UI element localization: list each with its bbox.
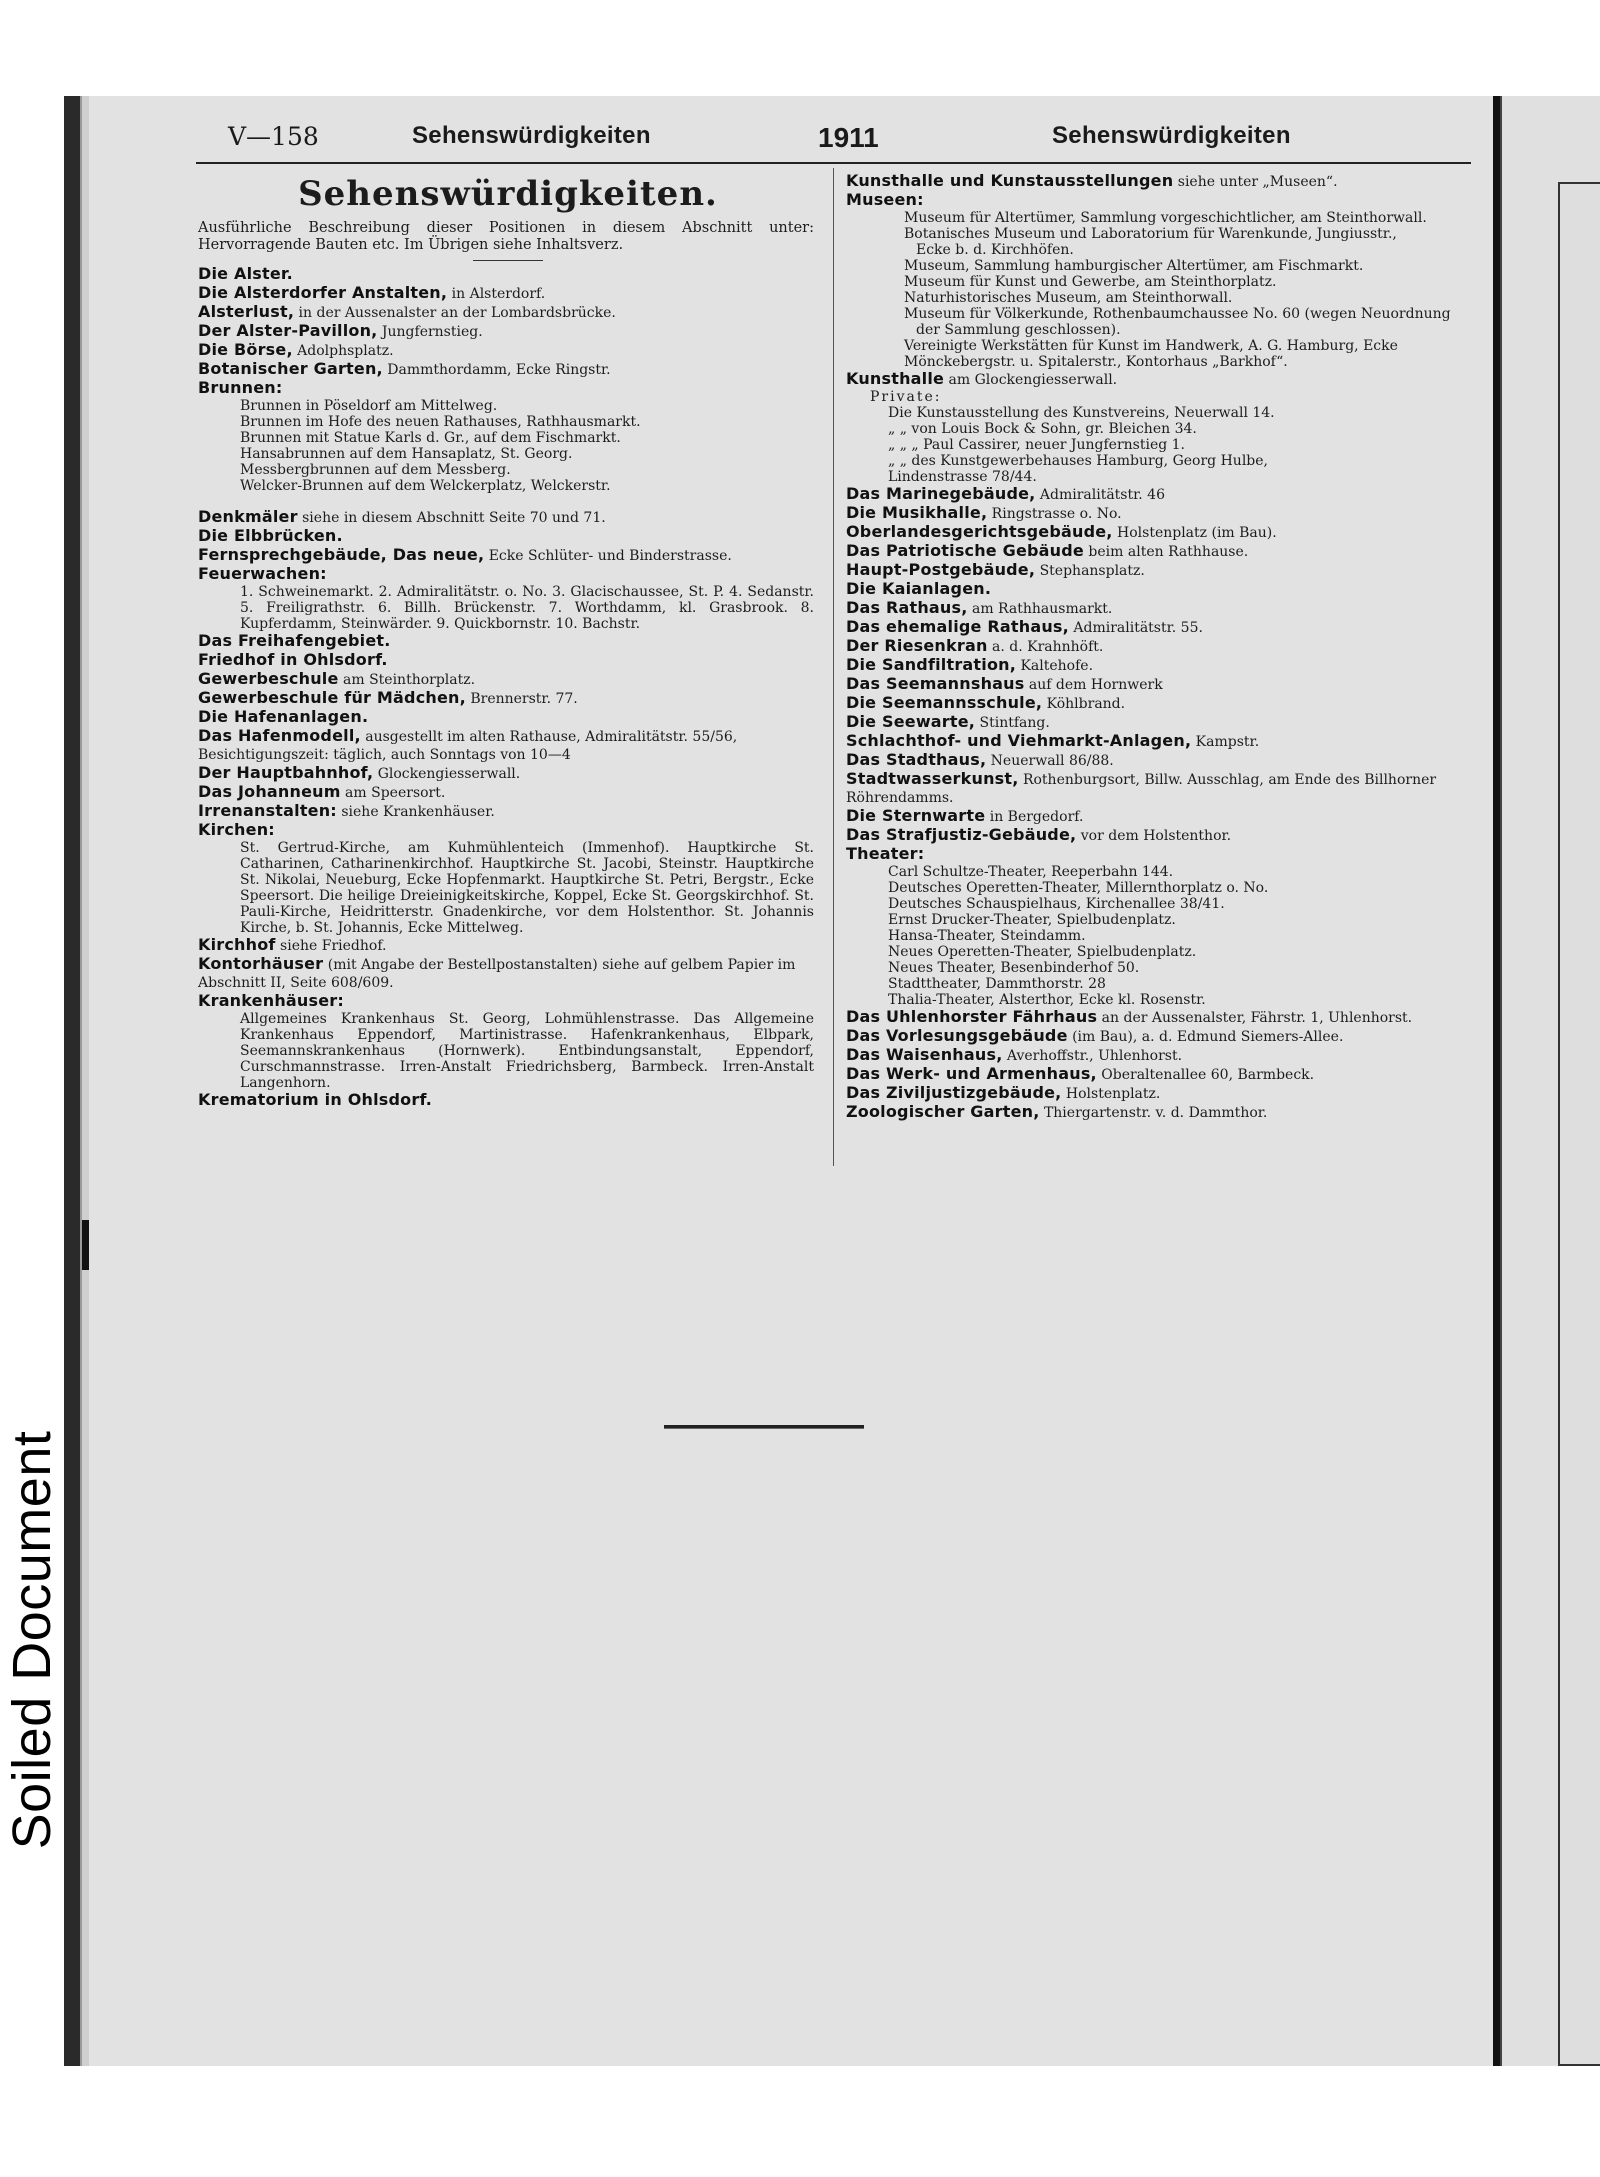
entry-detail: Stephansplatz.	[1035, 563, 1145, 579]
entry-heading: Botanischer Garten,	[198, 359, 383, 378]
entry-detail: Ecke Schlüter- und Binderstrasse.	[484, 548, 732, 564]
museen-list	[846, 210, 1472, 370]
sub-item: Die Kunstausstellung des Kunstvereins, Neuerwall 14.	[888, 405, 1275, 421]
directory-entry	[198, 651, 818, 670]
entry-list	[198, 936, 818, 1011]
entry-detail: beim alten Rathhause.	[1083, 544, 1249, 560]
entry-detail: Glockengiesserwall.	[373, 766, 521, 782]
entry-heading: Die Musikhalle,	[846, 503, 988, 522]
entry-detail: Oberaltenallee 60, Barmbeck.	[1096, 1067, 1315, 1083]
sub-item: Deutsches Schauspielhaus, Kirchenallee 38/41.	[888, 896, 1225, 912]
entry-list	[846, 370, 1472, 389]
entry-heading: Das Ziviljustizgebäude,	[846, 1083, 1062, 1102]
directory-entry	[198, 303, 818, 322]
directory-entry	[198, 379, 818, 398]
feuerwachen-list: 1. Schweinemarkt. 2. Admiralitätstr. o. No. 3. Glacischaussee, St. P. 4. Sedanstr. 5. Freiligrathstr. 6. Billh. Brückenstr. 7. Worthdamm, kl. Grasbrook. 8. Kupferdamm, Steinwärder. 9. Quickbornstr. 10. Bachstr.	[240, 584, 814, 632]
entry-detail: Rothenburgsort, Billw. Ausschlag, am Ende des Billhorner Röhrendamms.	[846, 772, 1437, 806]
directory-entry	[198, 821, 818, 840]
entry-heading: Krankenhäuser:	[198, 991, 344, 1010]
museum-item: Ecke b. d. Kirchhöfen.	[916, 242, 1074, 258]
directory-entry	[846, 1027, 1472, 1046]
entry-detail: Holstenplatz (im Bau).	[1112, 525, 1277, 541]
entry-heading: Das Seemannshaus	[846, 674, 1025, 693]
entry-heading: Der Alster-Pavillon,	[198, 321, 378, 340]
page-edge	[1493, 96, 1500, 2066]
entry-heading: Kunsthalle und Kunstausstellungen	[846, 171, 1174, 190]
directory-entry	[846, 656, 1472, 675]
entry-heading: Friedhof in Ohlsdorf.	[198, 650, 388, 669]
entry-detail: Thiergartenstr. v. d. Dammthor.	[1039, 1105, 1268, 1121]
entry-heading: Die Kaianlagen.	[846, 579, 992, 598]
directory-entry	[846, 485, 1472, 504]
private-list	[846, 405, 1472, 485]
entry-detail: am Steinthorplatz.	[338, 672, 476, 688]
entry-heading: Das Werk- und Armenhaus,	[846, 1064, 1097, 1083]
left-column	[198, 172, 818, 1110]
entry-heading: Die Seewarte,	[846, 712, 976, 731]
private-label: Private:	[870, 389, 942, 405]
directory-entry	[198, 689, 818, 708]
entry-detail: Köhlbrand.	[1042, 696, 1126, 712]
entry-heading: Kunsthalle	[846, 369, 945, 388]
directory-entry	[198, 936, 818, 955]
directory-entry	[198, 546, 818, 565]
directory-entry	[198, 992, 818, 1011]
sub-item: Brunnen mit Statue Karls d. Gr., auf dem Fischmarkt.	[240, 430, 621, 446]
directory-entry	[846, 191, 1472, 210]
intro-note: Ausführliche Beschreibung dieser Positionen in diesem Abschnitt unter: Hervorragende Bauten etc. Im Übrigen siehe Inhaltsverz.	[198, 220, 814, 253]
entry-detail: siehe in diesem Abschnitt Seite 70 und 71.	[297, 510, 606, 526]
running-head-right: Sehenswürdigkeiten	[1052, 122, 1291, 149]
stamp-text: Soiled Document	[2, 1430, 62, 1850]
entry-heading: Kontorhäuser	[198, 954, 324, 973]
entry-heading: Kirchhof	[198, 935, 276, 954]
sub-item: Neues Theater, Besenbinderhof 50.	[888, 960, 1140, 976]
directory-entry	[198, 341, 818, 360]
end-of-section-rule	[664, 1425, 864, 1429]
directory-entry	[198, 632, 818, 651]
entry-detail: a. d. Krahnhöft.	[987, 639, 1104, 655]
entry-heading: Gewerbeschule für Mädchen,	[198, 688, 466, 707]
sub-item: Deutsches Operetten-Theater, Millernthorplatz o. No.	[888, 880, 1269, 896]
soiled-document-stamp	[0, 1375, 64, 1905]
directory-entry	[846, 542, 1472, 561]
entry-heading: Das Johanneum	[198, 782, 341, 801]
museum-item: der Sammlung geschlossen).	[916, 322, 1121, 338]
entry-heading: Brunnen:	[198, 378, 283, 397]
entry-heading: Das Uhlenhorster Fährhaus	[846, 1007, 1098, 1026]
entry-heading: Die Alster.	[198, 264, 293, 283]
directory-entry	[198, 764, 818, 783]
entry-heading: Die Hafenanlagen.	[198, 707, 369, 726]
directory-entry	[846, 1065, 1472, 1084]
sub-item: Welcker-Brunnen auf dem Welckerplatz, Welckerstr.	[240, 478, 611, 494]
running-head-year: 1911	[818, 122, 879, 153]
entry-detail: am Glockengiesserwall.	[944, 372, 1118, 388]
entry-heading: Das Rathaus,	[846, 598, 968, 617]
entry-detail: Brennerstr. 77.	[465, 691, 578, 707]
entry-heading: Kirchen:	[198, 820, 275, 839]
entry-detail: Stintfang.	[975, 715, 1050, 731]
entry-heading: Die Alsterdorfer Anstalten,	[198, 283, 448, 302]
kirchen-list: St. Gertrud-Kirche, am Kuhmühlenteich (Immenhof). Hauptkirche St. Catharinen, Catharinenkirchhof. Hauptkirche St. Jacobi, Steinstr. Hauptkirche St. Nikolai, Neueburg, Ecke Hopfenmarkt. Hauptkirche St. Petri, Bergstr., Ecke Speersort. Die heilige Dreieinigkeitskirche, Koppel, Ecke St. Georgskirchhof. St. Pauli-Kirche, Heidritterstr. Gnadenkirche, vor dem Holstenthor. St. Johannis Kirche, b. St. Johannis, Ecke Mittelweg.	[240, 840, 814, 936]
header-rule	[196, 162, 1471, 164]
directory-entry	[846, 618, 1472, 637]
museum-item: Naturhistorisches Museum, am Steinthorwall.	[904, 290, 1233, 306]
entry-list	[198, 265, 818, 398]
directory-entry	[846, 807, 1472, 826]
directory-entry	[198, 955, 818, 992]
entry-detail: siehe unter „Museen“.	[1173, 174, 1338, 190]
entry-detail: Dammthordamm, Ecke Ringstr.	[382, 362, 611, 378]
directory-entry	[198, 783, 818, 802]
entry-detail: am Rathhausmarkt.	[967, 601, 1113, 617]
entry-detail: auf dem Hornwerk	[1024, 677, 1163, 693]
directory-entry	[846, 1046, 1472, 1065]
entry-detail: Averhoffstr., Uhlenhorst.	[1002, 1048, 1183, 1064]
entry-detail: Jungfernstieg.	[377, 324, 483, 340]
entry-detail: in Alsterdorf.	[447, 286, 546, 302]
entry-heading: Zoologischer Garten,	[846, 1102, 1040, 1121]
entry-detail: an der Aussenalster, Fährstr. 1, Uhlenhorst.	[1097, 1010, 1413, 1026]
entry-heading: Feuerwachen:	[198, 564, 327, 583]
entry-heading: Alsterlust,	[198, 302, 295, 321]
sub-item: „ „ des Kunstgewerbehauses Hamburg, Georg Hulbe,	[888, 453, 1268, 469]
brunnen-list	[198, 398, 818, 494]
directory-entry	[846, 826, 1472, 845]
entry-heading: Der Hauptbahnhof,	[198, 763, 374, 782]
sub-item: Lindenstrasse 78/44.	[888, 469, 1037, 485]
sub-item: „ „ „ Paul Cassirer, neuer Jungfernstieg 1.	[888, 437, 1186, 453]
directory-entry	[846, 561, 1472, 580]
right-column	[846, 172, 1472, 1122]
directory-entry	[846, 637, 1472, 656]
entry-heading: Das Stadthaus,	[846, 750, 987, 769]
entry-heading: Gewerbeschule	[198, 669, 339, 688]
entry-heading: Haupt-Postgebäude,	[846, 560, 1036, 579]
entry-heading: Denkmäler	[198, 507, 298, 526]
entry-detail: am Speersort.	[340, 785, 446, 801]
entry-detail: Neuerwall 86/88.	[986, 753, 1114, 769]
directory-entry	[198, 527, 818, 546]
section-title: Sehenswürdigkeiten.	[298, 174, 718, 214]
entry-heading: Der Riesenkran	[846, 636, 988, 655]
entry-detail: Kampstr.	[1191, 734, 1260, 750]
adjacent-page-frame	[1558, 182, 1600, 2066]
entry-heading: Die Elbbrücken.	[198, 526, 343, 545]
sub-item: Stadttheater, Dammthorstr. 28	[888, 976, 1106, 992]
entry-heading: Das ehemalige Rathaus,	[846, 617, 1069, 636]
directory-entry	[846, 713, 1472, 732]
entry-heading: Irrenanstalten:	[198, 801, 337, 820]
entry-detail: in der Aussenalster an der Lombardsbrücke.	[294, 305, 616, 321]
directory-entry	[846, 599, 1472, 618]
entry-heading: Theater:	[846, 844, 925, 863]
directory-entry	[198, 265, 818, 284]
entry-detail: vor dem Holstenthor.	[1076, 828, 1232, 844]
entry-detail: Holstenplatz.	[1061, 1086, 1161, 1102]
entry-list	[846, 485, 1472, 864]
directory-entry	[198, 708, 818, 727]
directory-entry	[198, 508, 818, 527]
directory-entry	[198, 1091, 818, 1110]
intro-rule	[473, 260, 543, 261]
entry-detail: siehe Friedhof.	[275, 938, 387, 954]
running-head-left: Sehenswürdigkeiten	[412, 122, 651, 149]
column-divider	[833, 168, 834, 1166]
directory-entry	[198, 727, 818, 764]
entry-list	[198, 1091, 818, 1110]
entry-heading: Die Sandfiltration,	[846, 655, 1017, 674]
sub-item: Hansabrunnen auf dem Hansaplatz, St. Georg.	[240, 446, 573, 462]
directory-entry	[846, 1103, 1472, 1122]
sub-item: Hansa-Theater, Steindamm.	[888, 928, 1086, 944]
entry-heading: Das Marinegebäude,	[846, 484, 1036, 503]
directory-entry	[846, 1008, 1472, 1027]
entry-list	[846, 172, 1472, 210]
entry-heading: Schlachthof- und Viehmarkt-Anlagen,	[846, 731, 1192, 750]
entry-detail: (mit Angabe der Bestellpostanstalten) siehe auf gelbem Papier im Abschnitt II, Seite 608/609.	[198, 957, 796, 991]
page-folio: V—158	[228, 122, 319, 151]
scan-border-left	[64, 96, 80, 2066]
entry-heading: Die Sternwarte	[846, 806, 986, 825]
directory-entry	[198, 565, 818, 584]
entry-heading: Die Börse,	[198, 340, 293, 359]
entry-heading: Oberlandesgerichtsgebäude,	[846, 522, 1113, 541]
entry-heading: Das Vorlesungsgebäude	[846, 1026, 1068, 1045]
entry-heading: Die Seemannsschule,	[846, 693, 1043, 712]
sub-item: Brunnen in Pöseldorf am Mittelweg.	[240, 398, 498, 414]
directory-entry	[846, 675, 1472, 694]
museum-item: Museum für Völkerkunde, Rothenbaumchaussee No. 60 (wegen Neuordnung	[904, 306, 1451, 322]
museum-item: Botanisches Museum und Laboratorium für Warenkunde, Jungiusstr.,	[904, 226, 1397, 242]
directory-entry	[846, 732, 1472, 751]
directory-entry	[198, 802, 818, 821]
sub-item: Carl Schultze-Theater, Reeperbahn 144.	[888, 864, 1174, 880]
entry-detail: (im Bau), a. d. Edmund Siemers-Allee.	[1067, 1029, 1344, 1045]
directory-entry	[198, 322, 818, 341]
entry-heading: Das Waisenhaus,	[846, 1045, 1003, 1064]
entry-list	[198, 632, 818, 840]
directory-entry	[846, 845, 1472, 864]
entry-detail: siehe Krankenhäuser.	[336, 804, 495, 820]
entry-detail: Ringstrasse o. No.	[987, 506, 1122, 522]
directory-entry	[198, 360, 818, 379]
museum-item: Museum, Sammlung hamburgischer Altertümer, am Fischmarkt.	[904, 258, 1364, 274]
theater-list	[846, 864, 1472, 1008]
entry-list	[198, 508, 818, 584]
entry-detail: Adolphsplatz.	[292, 343, 394, 359]
directory-entry	[198, 284, 818, 303]
museum-item: Vereinigte Werkstätten für Kunst im Handwerk, A. G. Hamburg, Ecke	[904, 338, 1398, 354]
entry-detail: ausgestellt im alten Rathause, Admiralitätstr. 55/56, Besichtigungszeit: täglich, auch Sonntags von 10—4	[198, 729, 738, 763]
museum-item: Museum für Altertümer, Sammlung vorgeschichtlicher, am Steinthorwall.	[904, 210, 1427, 226]
entry-detail: Kaltehofe.	[1016, 658, 1094, 674]
entry-heading: Fernsprechgebäude, Das neue,	[198, 545, 485, 564]
directory-entry	[846, 172, 1472, 191]
directory-entry	[846, 770, 1472, 807]
entry-detail: Admiralitätstr. 46	[1035, 487, 1165, 503]
entry-heading: Das Strafjustiz-Gebäude,	[846, 825, 1077, 844]
entry-detail: in Bergedorf.	[985, 809, 1084, 825]
sub-item: Brunnen im Hofe des neuen Rathauses, Rathhausmarkt.	[240, 414, 641, 430]
directory-entry	[846, 580, 1472, 599]
entry-heading: Museen:	[846, 190, 924, 209]
entry-list	[846, 1008, 1472, 1122]
entry-heading: Stadtwasserkunst,	[846, 769, 1019, 788]
directory-entry	[846, 694, 1472, 713]
krankenhaeuser-list: Allgemeines Krankenhaus St. Georg, Lohmühlenstrasse. Das Allgemeine Krankenhaus Eppendorf, Martinistrasse. Hafenkrankenhaus, Elbpark, Seemannskrankenhaus (Hornwerk). Entbindungsanstalt, Eppendorf, Curschmannstrasse. Irren-Anstalt Friedrichsberg, Barmbeck. Irren-Anstalt Langenhorn.	[240, 1011, 814, 1091]
sub-item: Messbergbrunnen auf dem Messberg.	[240, 462, 511, 478]
sub-item: Neues Operetten-Theater, Spielbudenplatz.	[888, 944, 1197, 960]
sub-item: Ernst Drucker-Theater, Spielbudenplatz.	[888, 912, 1176, 928]
directory-entry	[846, 1084, 1472, 1103]
directory-entry	[198, 670, 818, 689]
directory-entry	[846, 504, 1472, 523]
entry-heading: Das Hafenmodell,	[198, 726, 361, 745]
museum-item: Museum für Kunst und Gewerbe, am Steinthorplatz.	[904, 274, 1277, 290]
spacer	[198, 494, 818, 508]
entry-heading: Krematorium in Ohlsdorf.	[198, 1090, 433, 1109]
directory-entry	[846, 751, 1472, 770]
sub-item: Thalia-Theater, Alsterthor, Ecke kl. Rosenstr.	[888, 992, 1206, 1008]
directory-entry	[846, 370, 1472, 389]
entry-detail: Admiralitätstr. 55.	[1068, 620, 1203, 636]
entry-heading: Das Patriotische Gebäude	[846, 541, 1084, 560]
directory-entry	[846, 523, 1472, 542]
entry-heading: Das Freihafengebiet.	[198, 631, 391, 650]
museum-item: Mönckebergstr. u. Spitalerstr., Kontorhaus „Barkhof“.	[904, 354, 1288, 370]
sub-item: „ „ von Louis Bock & Sohn, gr. Bleichen 34.	[888, 421, 1197, 437]
